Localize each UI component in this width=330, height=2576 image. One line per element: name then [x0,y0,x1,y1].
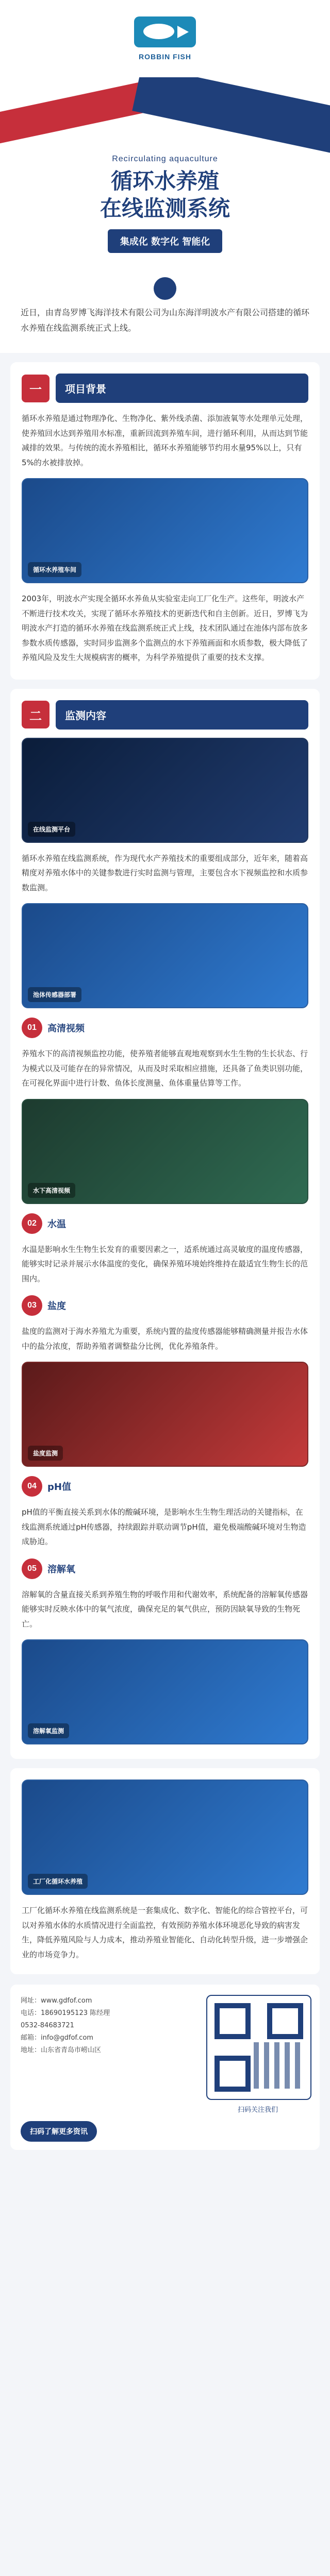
monitor-item-number: 01 [22,1018,42,1038]
conclusion-card [10,1768,320,1974]
section-paragraph: 2003年，明波水产实现全循环水养鱼从实验室走向工厂化生产。这些年，明波水产不断进行技术攻关，实现了循环水养殖技术的更新迭代和自主创新。近日，罗博飞为明波水产打造的循环水养殖在线监测系统正式上线，技术团队通过在池体内部布放多参数水质传感器，实时同步监测多个监测点的水下养殖画面和水质参数，极大降低了养殖风险及发生大规模病害的概率，为科学养殖提供了重要的技术支撑。 [22,594,308,663]
monitor-item-number: 05 [22,1558,42,1579]
image-factory-aquaculture [22,1780,308,1895]
hero-tag: 集成化 数字化 智能化 [108,229,223,253]
footer-columns [21,1995,309,2114]
more-info-button[interactable]: 扫码了解更多资讯 [21,2121,97,2142]
brand-logo-icon [134,16,196,47]
monitor-item-number: 02 [22,1213,42,1234]
qr-caption: 扫码关注我们 [237,2106,278,2114]
image-caption: 水下高清视频 [28,1183,75,1198]
section-background [10,362,320,680]
section-title: 项目背景 [56,374,308,403]
image-caption: 溶解氧监测 [28,1723,69,1738]
section-number: 一 [22,375,50,402]
monitor-item-heading [22,1558,308,1579]
hero-title [0,168,330,222]
section-paragraph: 循环水养殖在线监测系统，作为现代水产养殖技术的重要组成部分，近年来，随着高精度对养殖水体中的关键参数进行实时监测与管理，主要包含水下视频监控和水质参数监测。 [22,853,308,892]
section-monitoring [10,689,320,1759]
hero-text-block [0,155,330,253]
footer-card [10,1985,320,2150]
quote-icon [154,277,176,300]
contact-line: 邮箱：info@gdfof.com [21,2034,93,2042]
contact-block [21,1995,197,2114]
monitor-item-number: 03 [22,1295,42,1316]
qr-pattern-icon [254,2042,300,2089]
image-caption: 循环水养殖车间 [28,562,81,577]
hero-navy-stripe [132,77,330,166]
monitor-item-heading [22,1295,308,1316]
qr-finder-icon [214,2056,251,2092]
image-caption: 池体传感器部署 [28,987,81,1002]
monitor-item-title: pH值 [47,1482,71,1493]
image-aquaculture-tank [22,478,308,583]
image-caption: 工厂化循环水养殖 [28,1874,88,1889]
image-salinity [22,1362,308,1467]
top-logo [0,0,330,77]
intro-card [0,263,330,353]
monitor-item-text: 水温是影响水生生物生长发育的重要因素之一，适系统通过高灵敏度的温度传感器，能够实时记录并展示水体温度的变化，确保养殖环境始终维持在最适宜生物生长的范围内。 [22,1244,308,1283]
monitor-item-number: 04 [22,1476,42,1497]
monitor-item-text: 溶解氧的含量直接关系到养殖生物的呼吸作用和代谢效率，系统配备的溶解氧传感器能够实时反映水体中的氧气浓度，确保充足的氧气供应，预防因缺氧导致的生物死亡。 [22,1589,308,1629]
monitor-item-heading [22,1018,308,1038]
monitor-item-title: 高清视频 [47,1023,85,1035]
section-heading [22,700,308,730]
conclusion-text: 工厂化循环水养殖在线监测系统是一套集成化、数字化、智能化的综合管控平台，可以对养殖水体的水质情况进行全面监控，有效预防养殖水体环境恶化导致的病害发生，降低养殖风险与人力成本，推动养殖业智能化、自动化转型升级，进一步增强企业的市场竞争力。 [22,1906,308,1959]
monitor-item-text: 盐度的监测对于海水养殖尤为重要，系统内置的盐度传感器能够精确测量并报告水体中的盐分浓度，帮助养殖者调整盐分比例，优化养殖条件。 [22,1327,308,1351]
section-number: 二 [22,701,50,728]
monitor-item-heading [22,1476,308,1497]
hero-banner [0,77,330,263]
hero-title-line-2: 在线监测系统 [100,195,230,221]
monitor-item-title: 水温 [47,1218,66,1230]
brand-logo-text: ROBBIN FISH [139,53,191,61]
contact-line: 0532-84683721 [21,2022,74,2030]
hero-title-line-1: 循环水养殖 [110,168,219,194]
qr-code-icon [206,1995,311,2100]
image-caption: 盐度监测 [28,1446,63,1461]
monitor-item-title: 溶解氧 [47,1564,75,1575]
section-heading [22,374,308,403]
qr-block [206,1995,309,2114]
contact-line: 网址：www.gdfof.com [21,1997,92,2005]
intro-text: 近日，由青岛罗博飞海洋技术有限公司为山东海洋明波水产有限公司搭建的循环水养殖在线监测系统正式上线。 [21,308,310,333]
monitor-item-text: 养殖水下的高清视频监控功能，使养殖者能够直观地观察到水生生物的生长状态、行为模式以及可能存在的异常情况，从而及时采取相应措施，还具备了鱼类识别功能，在可视化界面中进行计数、鱼体长度测量、鱼体重量估算等工作。 [22,1049,308,1088]
monitor-item-text: pH值的平衡直接关系到水体的酸碱环境，是影响水生生物生理活动的关键指标，在线监测系统通过pH传感器，持续跟踪并联动调节pH值，避免极端酸碱环境对生物造成胁迫。 [22,1507,306,1547]
image-underwater-video [22,1099,308,1204]
section-title: 监测内容 [56,700,308,730]
image-dissolved-oxygen [22,1639,308,1744]
contact-line: 地址：山东省青岛市崂山区 [21,2046,102,2055]
contact-line: 电话：18690195123 陈经理 [21,2009,110,2018]
image-caption: 在线监测平台 [28,822,75,837]
image-dashboard [22,738,308,843]
hero-subtitle-en: Recirculating aquaculture [112,155,218,163]
monitor-item-title: 盐度 [47,1301,66,1312]
monitor-item-heading [22,1213,308,1234]
image-sensor-deploy [22,903,308,1008]
section-paragraph: 循环水养殖是通过物理净化、生物净化、紫外线杀菌、添加液氧等水处理单元处理，使养殖回水达到养殖用水标准，重新回流到养殖车间，进行循环利用，从而达到节能减排的效果。与传统的流水养殖相比，循环水养殖能够节约用水量95%以上，只有5%的水被排放掉。 [22,414,308,467]
